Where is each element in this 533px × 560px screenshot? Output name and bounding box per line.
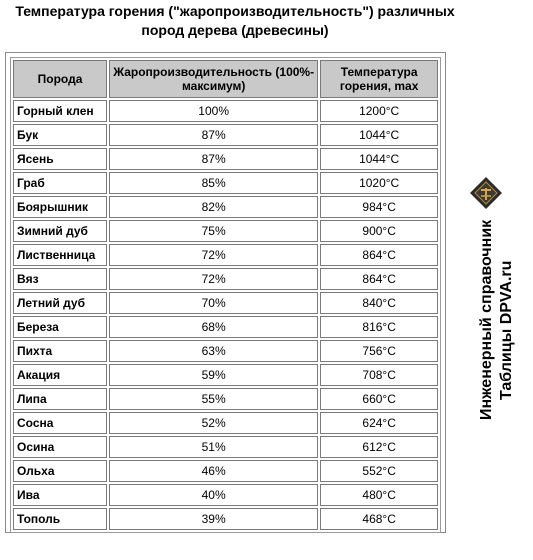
header-heat-output: Жаропроизводительность (100%-максимум): [109, 60, 318, 98]
cell-heat-output: 52%: [109, 412, 318, 434]
cell-max-temperature: 816°C: [320, 316, 438, 338]
diamond-logo-icon: [469, 176, 503, 210]
cell-species: Лиственница: [13, 244, 107, 266]
cell-species: Тополь: [13, 508, 107, 530]
table-row: [13, 388, 438, 410]
table-row: [13, 364, 438, 386]
cell-max-temperature: 864°C: [320, 268, 438, 290]
table-row: [13, 316, 438, 338]
table-row: [13, 100, 438, 122]
header-max-temperature: Температура горения, max: [320, 60, 438, 98]
table-row: [13, 244, 438, 266]
cell-species: Горный клен: [13, 100, 107, 122]
title-line-1: Температура горения ("жаропроизводительность") различных: [15, 3, 455, 19]
cell-species: Акация: [13, 364, 107, 386]
cell-heat-output: 63%: [109, 340, 318, 362]
cell-heat-output: 72%: [109, 268, 318, 290]
cell-heat-output: 70%: [109, 292, 318, 314]
table-row: [13, 124, 438, 146]
cell-max-temperature: 708°C: [320, 364, 438, 386]
cell-heat-output: 55%: [109, 388, 318, 410]
cell-max-temperature: 612°C: [320, 436, 438, 458]
cell-species: Ива: [13, 484, 107, 506]
wood-combustion-table: [10, 57, 441, 533]
cell-species: Пихта: [13, 340, 107, 362]
cell-species: Береза: [13, 316, 107, 338]
cell-species: Граб: [13, 172, 107, 194]
table-row: [13, 148, 438, 170]
cell-max-temperature: 1044°C: [320, 148, 438, 170]
cell-species: Зимний дуб: [13, 220, 107, 242]
cell-heat-output: 100%: [109, 100, 318, 122]
table-row: [13, 292, 438, 314]
cell-heat-output: 51%: [109, 436, 318, 458]
cell-heat-output: 87%: [109, 124, 318, 146]
table-row: [13, 460, 438, 482]
sidebar-reference-label: Инженерный справочник: [478, 219, 495, 420]
cell-heat-output: 72%: [109, 244, 318, 266]
cell-species: Ольха: [13, 460, 107, 482]
cell-max-temperature: 984°C: [320, 196, 438, 218]
cell-max-temperature: 624°C: [320, 412, 438, 434]
cell-max-temperature: 864°C: [320, 244, 438, 266]
cell-species: Липа: [13, 388, 107, 410]
cell-heat-output: 68%: [109, 316, 318, 338]
header-species: Порода: [13, 60, 107, 98]
cell-heat-output: 40%: [109, 484, 318, 506]
page-title: [0, 2, 470, 40]
table-row: [13, 172, 438, 194]
cell-max-temperature: 1044°C: [320, 124, 438, 146]
cell-max-temperature: 756°C: [320, 340, 438, 362]
cell-species: Сосна: [13, 412, 107, 434]
cell-max-temperature: 1200°C: [320, 100, 438, 122]
cell-max-temperature: 552°C: [320, 460, 438, 482]
cell-heat-output: 46%: [109, 460, 318, 482]
cell-max-temperature: 468°C: [320, 508, 438, 530]
table-row: [13, 268, 438, 290]
cell-species: Боярышник: [13, 196, 107, 218]
cell-max-temperature: 900°C: [320, 220, 438, 242]
cell-heat-output: 87%: [109, 148, 318, 170]
table-row: [13, 196, 438, 218]
cell-heat-output: 85%: [109, 172, 318, 194]
cell-heat-output: 39%: [109, 508, 318, 530]
cell-species: Осина: [13, 436, 107, 458]
table-row: [13, 436, 438, 458]
title-line-2: пород дерева (древесины): [141, 22, 329, 38]
cell-heat-output: 59%: [109, 364, 318, 386]
table-row: [13, 220, 438, 242]
sidebar-site-label: Таблицы DPVA.ru: [498, 260, 515, 400]
cell-heat-output: 82%: [109, 196, 318, 218]
table-body: [13, 100, 438, 530]
table-row: [13, 484, 438, 506]
cell-species: Летний дуб: [13, 292, 107, 314]
cell-heat-output: 75%: [109, 220, 318, 242]
table-row: [13, 412, 438, 434]
table-row: [13, 340, 438, 362]
cell-max-temperature: 840°C: [320, 292, 438, 314]
cell-max-temperature: 1020°C: [320, 172, 438, 194]
cell-max-temperature: 480°C: [320, 484, 438, 506]
table-header-row: [13, 60, 438, 98]
cell-species: Ясень: [13, 148, 107, 170]
cell-max-temperature: 660°C: [320, 388, 438, 410]
cell-species: Бук: [13, 124, 107, 146]
cell-species: Вяз: [13, 268, 107, 290]
table-row: [13, 508, 438, 530]
